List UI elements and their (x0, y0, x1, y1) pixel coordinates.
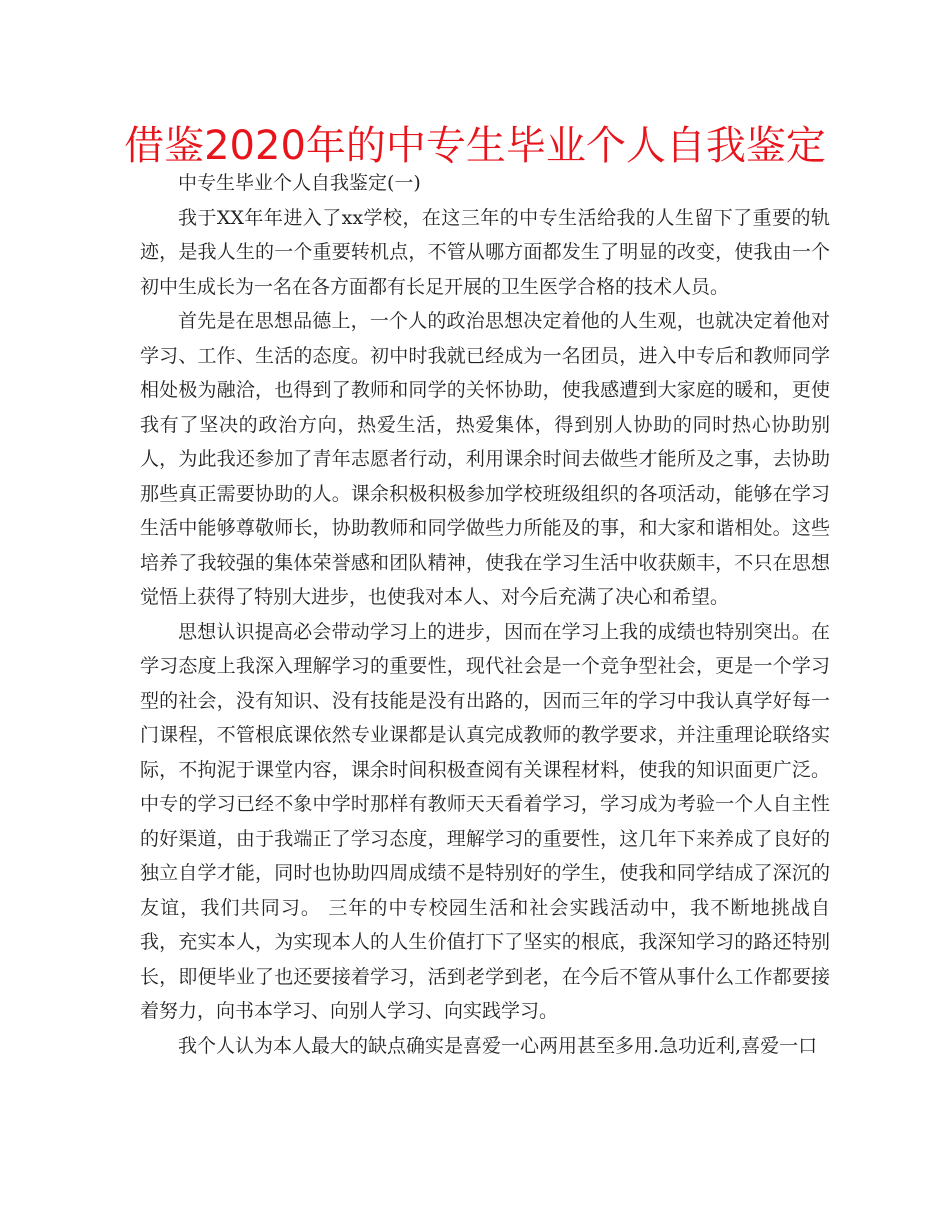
paragraph-4: 我个人认为本人最大的缺点确实是喜爱一心两用甚至多用.急功近利,喜爱一口 (178, 1034, 818, 1057)
paragraph-3: 思想认识提高必会带动学习上的进步，因而在学习上我的成绩也特别突出。在学习态度上我深入理解学习的重要性，现代社会是一个竞争型社会，更是一个学习型的社会，没有知识、没有技能是没有出路的，因而三年的学习中我认真学好每一门课程，不管根底课依然专业课都是认真完成教师的教学要求，并注重理论联络实际，不拘泥于课堂内容，课余时间积极查阅有关课程材料，使我的知识面更广泛。中专的学习已经不象中学时那样有教师天天看着学习，学习成为考验一个人自主性的好渠道，由于我端正了学习态度，理解学习的重要性，这几年下来养成了良好的独立自学才能，同时也协助四周成绩不是特别好的学生，使我和同学结成了深沉的友谊，我们共同习。 三年的中专校园生活和社会实践活动中，我不断地挑战自我，充实本人，为实现本人的人生价值打下了坚实的根底，我深知学习的路还特别长，即便毕业了也还要接着学习，活到老学到老，在今后不管从事什么工作都要接着努力，向书本学习、向别人学习、向实践学习。 (140, 620, 830, 1022)
paragraph-1: 我于XX年年进入了xx学校，在这三年的中专生活给我的人生留下了重要的轨迹，是我人生的一个重要转机点，不管从哪方面都发生了明显的改变，使我由一个初中生成长为一名在各方面都有长足开展的卫生医学合格的技术人员。 (140, 206, 830, 298)
document-title: 借鉴2020年的中专生毕业个人自我鉴定 (124, 123, 826, 169)
paragraph-2: 首先是在思想品德上，一个人的政治思想决定着他的人生观，也就决定着他对学习、工作、生活的态度。初中时我就已经成为一名团员，进入中专后和教师同学相处极为融洽，也得到了教师和同学的关怀协助，使我感遭到大家庭的暖和，更使我有了坚决的政治方向，热爱生活，热爱集体，得到别人协助的同时热心协助别人，为此我还参加了青年志愿者行动，利用课余时间去做些才能所及之事，去协助那些真正需要协助的人。课余积极积极参加学校班级组织的各项活动，能够在学习生活中能够尊敬师长，协助教师和同学做些力所能及的事，和大家和谐相处。这些培养了我较强的集体荣誉感和团队精神，使我在学习生活中收获颇丰，不只在思想觉悟上获得了特别大进步，也使我对本人、对今后充满了决心和希望。 (140, 310, 830, 608)
section-heading: 中专生毕业个人自我鉴定(一) (178, 172, 421, 194)
document-body (140, 166, 830, 1063)
